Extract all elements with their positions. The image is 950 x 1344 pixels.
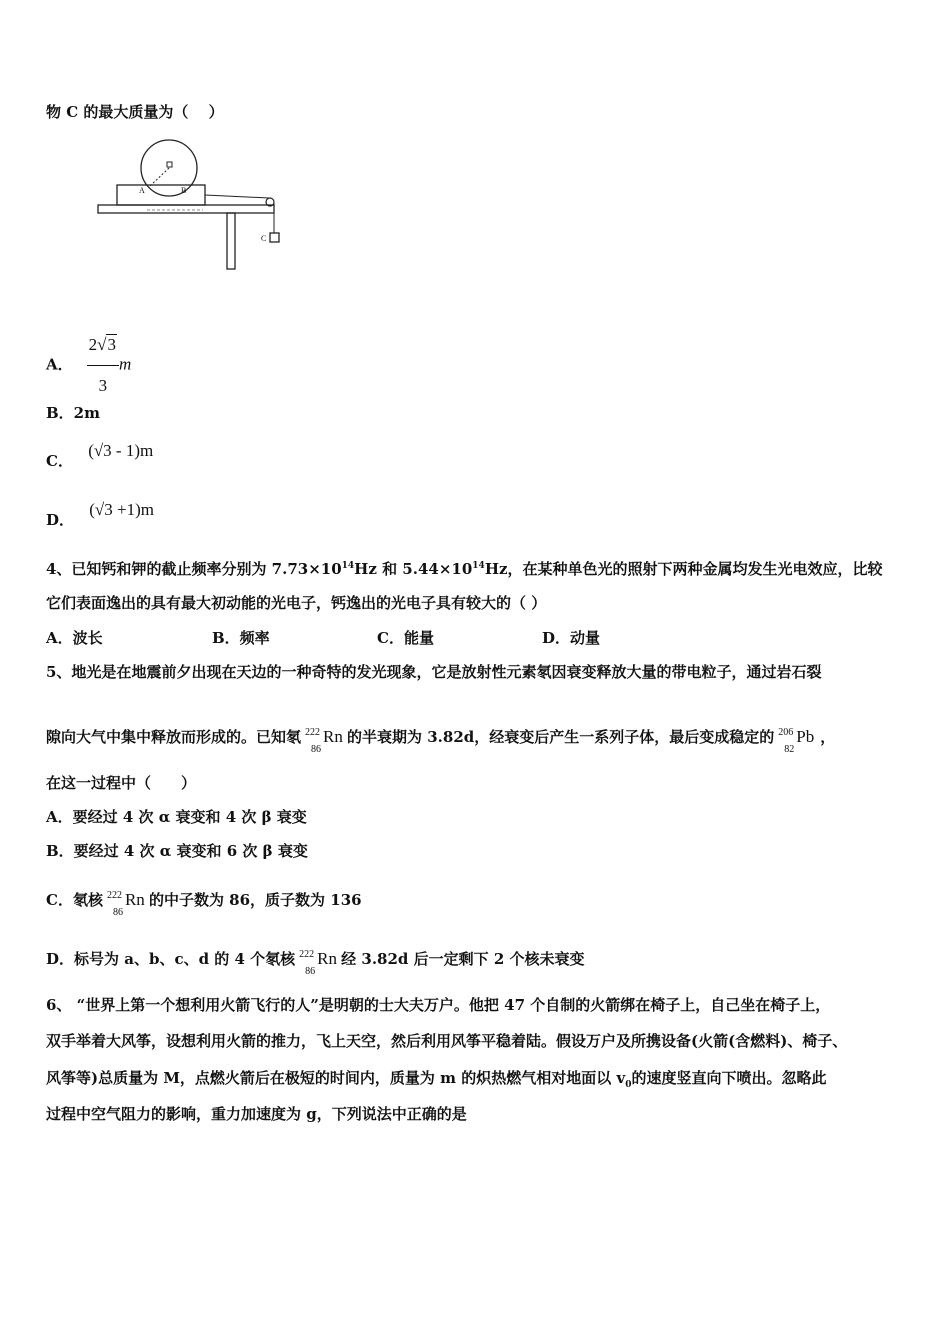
q5-option-c-text-b: 的中子数为 86，质子数为 136 [148, 891, 362, 909]
q5-text-b: 的半衰期为 3.82d，经衰变后产生一系列子体，最后变成稳定的 [347, 728, 775, 746]
atomic-number: 82 [784, 744, 795, 755]
q4-line-1 [46, 556, 883, 579]
radon-nuclide [301, 714, 347, 755]
q5-line-2 [46, 714, 835, 756]
mass-number: 222 [305, 727, 321, 738]
q3-stem-tail: 物 C 的最大质量为（ ） [46, 103, 224, 121]
atomic-number: 86 [305, 966, 316, 977]
q6-line-2: 双手举着大风筝，设想利用火箭的推力，飞上天空，然后利用风筝平稳着陆。假设万户及所携设备(火箭(含燃料)、椅子、 [46, 1032, 848, 1050]
q3-option-d-label: D． [46, 511, 75, 529]
q6-line-1: 6、 “世界上第一个想利用火箭飞行的人”是明朝的士大夫万户。他把 47 个自制的火箭绑在椅子上，自己坐在椅子上， [46, 996, 831, 1014]
q5-option-d-text-a: D．标号为 a、b、c、d 的 4 个氡核 [46, 950, 296, 968]
q4-text-b: Hz 和 5.44×10 [354, 560, 473, 578]
q3-option-a-label: A． [46, 355, 73, 374]
q5-line-1: 5、地光是在地震前夕出现在天边的一种奇特的发光现象，它是放射性元素氡因衰变释放大量的带电粒子，通过岩石裂 [46, 663, 822, 681]
q6-line-4: 过程中空气阻力的影响，重力加速度为 g，下列说法中正确的是 [46, 1105, 467, 1123]
q5-option-d-text-b: 经 3.82d 后一定剩下 2 个核未衰变 [341, 950, 585, 968]
element-symbol: Rn [124, 890, 145, 909]
numerator-radicand: 3 [107, 335, 116, 354]
q5-option-c[interactable] [46, 877, 362, 919]
element-symbol: Rn [317, 949, 338, 968]
q3-option-d[interactable] [46, 500, 154, 529]
atomic-number: 86 [112, 907, 123, 918]
label-c: C [261, 234, 267, 243]
label-a: A [139, 186, 145, 195]
q5-option-b[interactable]: B．要经过 4 次 α 衰变和 6 次 β 衰变 [46, 842, 308, 860]
denominator: 3 [98, 376, 108, 395]
label-b: B [181, 186, 187, 195]
q6-line-3 [46, 1068, 826, 1095]
q4-option-d[interactable]: D．动量 [542, 629, 601, 647]
q4-option-a[interactable]: A．波长 [46, 629, 103, 647]
q6-text-a: 风筝等)总质量为 M，点燃火箭后在极短的时间内，质量为 m 的炽热燃气相对地面以 v [46, 1069, 626, 1087]
q3-option-c[interactable] [46, 441, 154, 470]
q6-subscript: 0 [625, 1080, 632, 1090]
q4-exp-1: 14 [341, 561, 355, 571]
q4-text-a: 4、已知钙和钾的截止频率分别为 7.73×10 [46, 560, 342, 578]
numerator-coef: 2 [88, 335, 98, 354]
q5-option-d[interactable] [46, 936, 585, 978]
mass-number: 222 [299, 949, 315, 960]
q3-figure [95, 138, 295, 278]
q5-text-a: 隙向大气中集中释放而形成的。已知氡 [46, 728, 302, 746]
q3-option-c-expr: (√3 - 1)m [88, 441, 154, 460]
q5-option-c-text-a: C．氡核 [46, 891, 103, 909]
q4-text-c: Hz，在某种单色光的照射下两种金属均发生光电效应，比较 [484, 560, 883, 578]
q3-option-a[interactable] [46, 325, 131, 406]
q5-line-3: 在这一过程中（ ） [46, 774, 197, 792]
q3-option-b[interactable]: B．2m [46, 404, 100, 422]
q5-text-c: ， [820, 728, 836, 746]
atomic-number: 86 [311, 744, 322, 755]
q4-line-2: 它们表面逸出的具有最大初动能的光电子，钙逸出的光电子具有较大的（ ） [46, 594, 547, 612]
lead-nuclide [774, 714, 820, 755]
radon-nuclide [103, 877, 149, 918]
q5-option-a[interactable]: A．要经过 4 次 α 衰变和 4 次 β 衰变 [46, 808, 307, 826]
fraction: $\frac{2√3}{3}$ [87, 325, 119, 406]
q4-option-b[interactable]: B．频率 [212, 629, 270, 647]
radon-nuclide [295, 936, 341, 977]
mass-number: 222 [106, 890, 122, 901]
q4-option-c[interactable]: C．能量 [377, 629, 434, 647]
q4-exp-2: 14 [472, 561, 485, 571]
element-symbol: Pb [796, 727, 815, 746]
mass-number: 206 [778, 727, 794, 738]
q3-option-d-expr: (√3 +1)m [89, 500, 154, 519]
element-symbol: Rn [323, 727, 343, 746]
variable-m: m [118, 354, 132, 374]
q6-text-b: 的速度竖直向下喷出。忽略此 [631, 1069, 827, 1087]
q3-option-c-label: C． [46, 452, 73, 470]
